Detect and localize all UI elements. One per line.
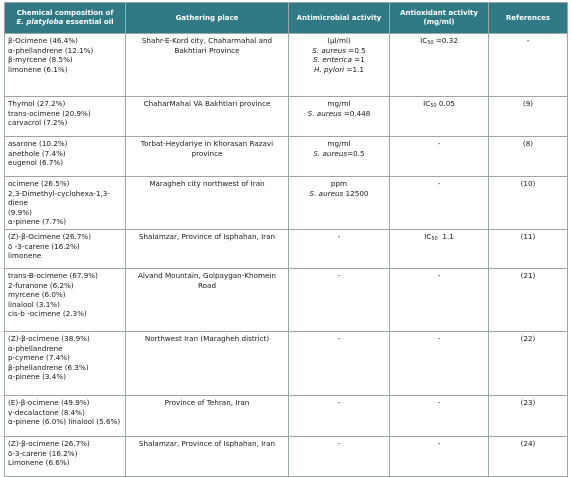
table-row <box>5 331 568 395</box>
antimicrobial-line <box>292 139 386 149</box>
cell-antimicrobial <box>289 97 390 137</box>
antimicrobial-value: =0.5 <box>347 148 365 158</box>
organism-name: S. aureus <box>313 148 348 158</box>
composition-line: 2-furanone (6.2%) <box>8 280 74 290</box>
essential-oil-table <box>4 2 568 477</box>
header-gathering-place: Gathering place <box>126 3 289 34</box>
antimicrobial-line <box>292 65 386 75</box>
header-composition-suffix: essential oil <box>63 18 114 26</box>
antioxidant-prefix: IC <box>424 231 432 241</box>
header-antioxidant <box>390 3 489 34</box>
cell-reference: (22) <box>489 331 568 395</box>
cell-antioxidant <box>390 97 489 137</box>
antioxidant-prefix: - <box>437 438 441 448</box>
header-species: E. platyloba <box>16 18 64 26</box>
cell-gathering-place <box>126 34 289 97</box>
cell-antioxidant <box>390 34 489 97</box>
antimicrobial-unit: - <box>337 397 341 407</box>
composition-line: limonene <box>8 251 42 261</box>
cell-composition <box>5 268 126 331</box>
place-line: Shahr-E-Kord city, Chaharmahal and <box>141 36 273 45</box>
composition-line: Thymol (27.2%) <box>8 99 66 108</box>
antimicrobial-line <box>292 439 386 449</box>
antimicrobial-line <box>292 271 386 281</box>
antioxidant-prefix: - <box>437 139 441 148</box>
organism-name: S. aureus <box>307 108 342 118</box>
header-antioxidant-line1: Antioxidant activity <box>400 9 478 17</box>
antioxidant-prefix: IC <box>420 36 428 45</box>
organism-name: S. aureus <box>312 45 347 55</box>
antimicrobial-line <box>292 149 386 159</box>
composition-line: (9.9%) <box>8 207 32 217</box>
antioxidant-prefix: IC <box>423 99 431 108</box>
composition-line: α-pinene (7.7%) <box>8 217 66 227</box>
cell-composition <box>5 395 126 436</box>
header-antimicrobial: Antimicrobial activity <box>289 3 390 34</box>
antimicrobial-line <box>292 189 386 199</box>
table-header <box>5 3 568 34</box>
cell-composition <box>5 137 126 177</box>
cell-composition <box>5 34 126 97</box>
composition-line: β-myrcene (8.5%) <box>8 55 73 65</box>
place-line: ChaharMahal VA Bakhtiari province <box>143 99 271 108</box>
place-line: Shalamzar, Province of Isphahan, Iran <box>138 438 276 448</box>
composition-line: eugenol (6.7%) <box>8 158 64 168</box>
cell-antimicrobial <box>289 137 390 177</box>
place-line: Province of Tehran, Iran <box>164 397 250 407</box>
table-row <box>5 268 568 331</box>
cell-reference: - <box>489 34 568 97</box>
header-references: References <box>489 3 568 34</box>
antioxidant-value: 0.05 <box>436 99 455 108</box>
antimicrobial-line <box>292 179 386 189</box>
composition-line: anethole (7.4%) <box>8 148 66 158</box>
antimicrobial-line <box>292 398 386 408</box>
cell-gathering-place <box>126 436 289 476</box>
organism-name: H. pylori <box>314 64 345 74</box>
antimicrobial-line <box>292 36 386 46</box>
composition-line: δ-3-carene (16.2%) <box>8 448 78 458</box>
composition-line: δ -3-carene (16.2%) <box>8 241 80 251</box>
composition-line: p-cymene (7.4%) <box>8 353 70 363</box>
cell-composition <box>5 436 126 476</box>
composition-line: asarone (10.2%) <box>8 139 68 148</box>
place-line: Northwest Iran (Maragheh district) <box>144 333 270 343</box>
antimicrobial-unit: mg/ml <box>327 139 351 148</box>
cell-antioxidant <box>390 268 489 331</box>
antioxidant-value: 1.1 <box>437 231 454 241</box>
place-line: Torbat-Heydariye in Khorasan Razavi <box>140 139 274 148</box>
cell-antioxidant <box>390 331 489 395</box>
cell-gathering-place <box>126 229 289 268</box>
place-line: Shalamzar, Province of Isphahan, Iran <box>138 231 276 241</box>
cell-antimicrobial <box>289 229 390 268</box>
antimicrobial-value: =0.5 <box>346 45 366 55</box>
composition-line: linalool (3.1%) <box>8 299 60 309</box>
cell-antimicrobial <box>289 177 390 230</box>
antimicrobial-unit: ppm <box>330 179 348 188</box>
cell-reference: (21) <box>489 268 568 331</box>
antimicrobial-line <box>292 109 386 119</box>
cell-antimicrobial <box>289 395 390 436</box>
cell-composition <box>5 177 126 230</box>
antimicrobial-value: (μl/ml) <box>327 36 351 45</box>
antioxidant-prefix: - <box>437 179 441 188</box>
composition-line: (Z)-β-Ocimene (26.7%) <box>8 231 92 241</box>
antioxidant-prefix: - <box>437 333 441 343</box>
antioxidant-subscript: 50 <box>430 103 437 109</box>
composition-line: cis-b -ocimene (2.3%) <box>8 309 87 319</box>
organism-name: S. enterica <box>313 55 352 65</box>
composition-line: trans-B-ocimene (67.9%) <box>8 270 98 280</box>
antimicrobial-line <box>292 99 386 109</box>
cell-reference: (24) <box>489 436 568 476</box>
cell-antioxidant <box>390 137 489 177</box>
cell-gathering-place <box>126 268 289 331</box>
table-body <box>5 34 568 477</box>
composition-line: γ-decalactone (8.4%) <box>8 407 85 417</box>
cell-antioxidant <box>390 177 489 230</box>
composition-line: α-phellandrene (12.1%) <box>8 45 94 55</box>
place-line: Bakhtiari Province <box>174 45 240 55</box>
composition-line: β-Ocimene (46.4%) <box>8 36 78 45</box>
cell-reference: (9) <box>489 97 568 137</box>
cell-reference: (11) <box>489 229 568 268</box>
composition-line: 2,3-Dimethyl-cyclohexa-1,3-diene <box>8 188 110 208</box>
cell-reference: (23) <box>489 395 568 436</box>
table-row <box>5 34 568 97</box>
cell-gathering-place <box>126 97 289 137</box>
antimicrobial-line <box>292 46 386 56</box>
table-row <box>5 137 568 177</box>
cell-reference: (10) <box>489 177 568 230</box>
composition-line: Limonene (6.6%) <box>8 458 70 468</box>
antimicrobial-line <box>292 55 386 65</box>
composition-line: β-phellandrene (6.3%) <box>8 362 89 372</box>
cell-gathering-place <box>126 137 289 177</box>
antimicrobial-unit: - <box>337 270 341 280</box>
antioxidant-prefix: - <box>437 270 441 280</box>
antimicrobial-value: 12500 <box>343 188 369 198</box>
antimicrobial-value: =1 <box>351 55 365 65</box>
cell-antioxidant <box>390 436 489 476</box>
antioxidant-subscript: 50 <box>427 40 434 46</box>
antimicrobial-unit: mg/ml <box>327 99 351 108</box>
antimicrobial-unit: - <box>337 438 341 448</box>
composition-line: carvacrol (7.2%) <box>8 118 68 128</box>
organism-name: S. aureus <box>309 188 344 198</box>
cell-composition <box>5 97 126 137</box>
table-row <box>5 229 568 268</box>
antimicrobial-value: =0.448 <box>341 108 371 118</box>
cell-antimicrobial <box>289 436 390 476</box>
antioxidant-prefix: - <box>437 397 441 407</box>
antioxidant-value: =0.32 <box>433 36 458 45</box>
cell-composition <box>5 331 126 395</box>
header-row <box>5 3 568 34</box>
cell-antimicrobial <box>289 331 390 395</box>
antimicrobial-line <box>292 232 386 242</box>
composition-line: (Z)-β-ocimene (26.7%) <box>8 438 90 448</box>
antimicrobial-unit: - <box>337 333 341 343</box>
table-row <box>5 395 568 436</box>
composition-line: myrcene (6.0%) <box>8 290 66 300</box>
cell-antioxidant <box>390 229 489 268</box>
composition-line: trans-ocimene (20.9%) <box>8 108 91 118</box>
header-composition-line1: Chemical composition of <box>16 9 114 17</box>
antimicrobial-value: =1.1 <box>344 64 364 74</box>
composition-line: α-pinene (6.0%) linalool (5.6%) <box>8 417 121 427</box>
place-line: Alvand Mountain, Golpaygan-Khomein <box>138 270 276 280</box>
antioxidant-subscript: 50 <box>431 235 438 242</box>
cell-composition <box>5 229 126 268</box>
place-line: province <box>191 148 223 158</box>
composition-line: α-pinene (3.4%) <box>8 372 66 382</box>
cell-reference: (8) <box>489 137 568 177</box>
composition-line: (E)-β-ocimene (49.9%) <box>8 397 90 407</box>
composition-line: limonene (6.1%) <box>8 64 68 74</box>
composition-line: (Z)-β-ocimene (38.9%) <box>8 333 90 343</box>
cell-gathering-place <box>126 395 289 436</box>
table-row <box>5 177 568 230</box>
header-composition-line2 <box>8 18 122 27</box>
table-row <box>5 97 568 137</box>
antimicrobial-line <box>292 334 386 344</box>
cell-antimicrobial <box>289 268 390 331</box>
cell-antimicrobial <box>289 34 390 97</box>
header-composition <box>5 3 126 34</box>
composition-line: ocimene (26.5%) <box>8 179 70 188</box>
place-line: Road <box>197 280 217 290</box>
header-antioxidant-line2: (mg/ml) <box>423 18 455 26</box>
composition-line: α-phellandrene <box>8 343 63 353</box>
antimicrobial-unit: - <box>337 231 341 241</box>
cell-gathering-place <box>126 331 289 395</box>
cell-antioxidant <box>390 395 489 436</box>
cell-gathering-place <box>126 177 289 230</box>
place-line: Maragheh city northwest of Iran <box>149 179 265 188</box>
table-row <box>5 436 568 476</box>
